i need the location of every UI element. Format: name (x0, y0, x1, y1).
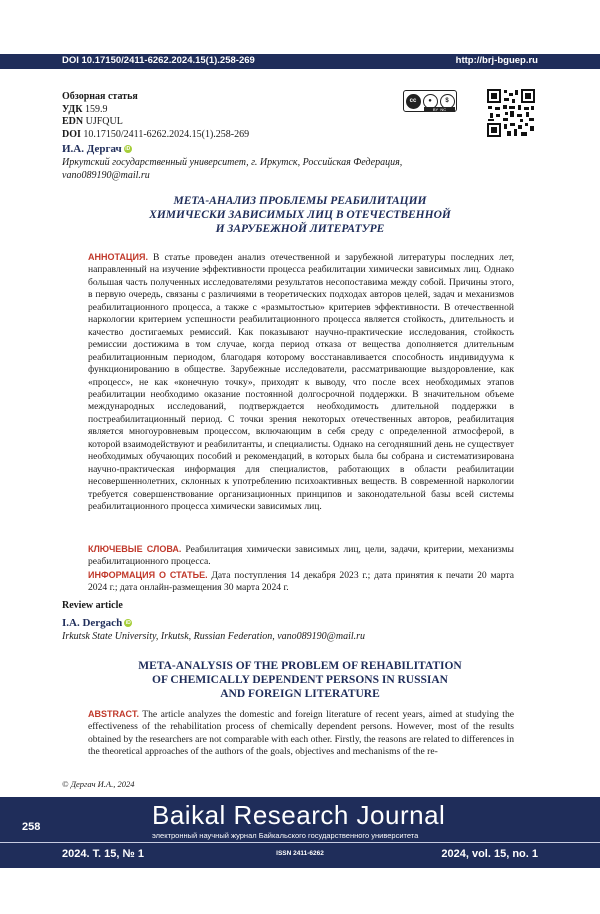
issn: ISSN 2411-6262 (276, 850, 324, 857)
abstract-ru (88, 251, 514, 514)
journal-subtitle: электронный научный журнал Байкальского государственного университета (152, 831, 419, 840)
article-type: Обзорная статья (62, 91, 138, 102)
volume-ru: 2024. Т. 15, № 1 (62, 848, 144, 860)
udk-value: 159.9 (84, 103, 108, 115)
top-bar (0, 54, 600, 69)
orcid-icon[interactable]: iD (125, 146, 131, 153)
volume-en: 2024, vol. 15, no. 1 (441, 848, 538, 860)
keywords-text: Реабилитация химически зависимых лиц, цели, задачи, критерии, механизмы реабилитационного процесса. (88, 544, 514, 568)
keywords-label: КЛЮЧЕВЫЕ СЛОВА. (88, 544, 182, 554)
edn-label: EDN (62, 116, 84, 127)
article-title-en: META-ANALYSIS OF THE PROBLEM OF REHABILITATION OF CHEMICALLY DEPENDENT PERSONS IN RUSSIAN AND FOREIGN LITERATURE (138, 660, 462, 700)
info-label: ИНФОРМАЦИЯ О СТАТЬЕ. (88, 570, 208, 580)
header-url-link[interactable]: http://brj-bguep.ru (455, 55, 538, 66)
article-meta (62, 91, 249, 141)
info-text: Дата поступления 14 декабря 2023 г.; дата принятия к печати 20 марта 2024 г.; дата онлайн-размещения 30 марта 2024 г. (88, 570, 514, 594)
edn-value: UJFQUL (85, 116, 123, 127)
keywords-ru (88, 543, 514, 569)
article-title-ru: МЕТА-АНАЛИЗ ПРОБЛЕМЫ РЕАБИЛИТАЦИИ ХИМИЧЕСКИ ЗАВИСИМЫХ ЛИЦ В ОТЕЧЕСТВЕННОЙ И ЗАРУБЕЖНОЙ ЛИТЕРАТУРЕ (149, 195, 451, 235)
author-name-en: I.A. Dergach iD (62, 617, 131, 629)
affiliation-text: Иркутский государственный университет, г. Иркутск, Российская Федерация, (62, 157, 403, 168)
doi-value: 10.17150/2411-6262.2024.15(1).258-269 (83, 128, 250, 140)
abstract-text: В статье проведен анализ отечественной и зарубежной литературы последних лет, направленный на изучение эффективности процесса реабилитации химически зависимых лиц. Однако большая часть полученных исследователями результатов несопоставима между собой. Причины этого, в первую очередь, связаны с различиями в теоретических подходах авторов целей, задач и механизмов реабилитационного процесса, а также с «размытостью» критериев эффективности. В отечественной наркологии критерием успешности реабилитационного процесса является стойкость, длительность и качество достигаемых ремиссий. Как показывают научно-практические исследования, стойкость ремиссии достижима в том случае, когда период отказа от вещества дополняется длительным реабилитационным периодом, благодаря которому восстанавливается способность индивидуума к функционированию в обществе. Зарубежные исследователи, рассматривающие выздоровление, как «процесс», не как «конечную точку», приходят к выводу, что после всех необходимых этапов реабилитации необходимо оказание постоянной долгосрочной поддержки. В значительном объеме международных исследований, подтверждается необходимость длительной поддержки в постреабилитационный период. С точки зрения некоторых отечественных авторов, реабилитация является многоуровневым процессом, включающим в себя среду с определенной атмосферой, в которой взаимодействуют и реабилитанты, и специалисты. Однако на сегодняшний день не существует необходимых обучающих пособий и рекомендаций, в которых была бы собрана и систематизирована научно-практическая информация для специалистов, работающих в области реабилитации несовершеннолетних, склонных к употреблению психоактивных веществ. В современной наркологии требуется совершенствование организационных принципов и законодательной базы всей системы реабилитационного процесса химически зависимых лиц. (88, 252, 514, 513)
cc-icon: cc (406, 94, 421, 109)
abstract-label-en: ABSTRACT. (88, 709, 139, 719)
header-doi: DOI 10.17150/2411-6262.2024.15(1).258-269 (62, 55, 255, 66)
nc-icon: $ (440, 94, 455, 109)
journal-footer (0, 797, 600, 868)
author-email[interactable]: vano089190@mail.ru (62, 169, 150, 181)
license-strip: BY NC (424, 107, 455, 112)
by-icon: ● (423, 94, 438, 109)
footer-divider (0, 842, 600, 843)
abstract-label: АННОТАЦИЯ. (88, 252, 148, 262)
journal-brand: Baikal Research Journal (152, 800, 446, 830)
qr-code-icon (487, 89, 535, 137)
doi-label: DOI (62, 128, 81, 140)
copyright-notice: © Дергач И.А., 2024 (62, 779, 135, 789)
author-name-ru: И.А. Дергач iD (62, 143, 131, 155)
abstract-text-en: The article analyzes the domestic and foreign literature of recent years, aimed at studying the effectiveness of the rehabilitation process of chemically dependent persons. However, most of the results obtained by the researchers are not comparable with each other. Firstly, the reasons are related to differences in the theoretical approaches of the authors of the goals, objectives and mechanisms of the re- (88, 709, 514, 758)
review-article-label: Review article (62, 600, 123, 611)
udk-label: УДК (62, 103, 83, 115)
article-info-ru (88, 569, 514, 595)
cc-license-badge[interactable] (403, 90, 457, 112)
abstract-en (88, 708, 514, 759)
author-affiliation-en: Irkutsk State University, Irkutsk, Russian Federation, vano089190@mail.ru (62, 631, 366, 642)
page-number: 258 (22, 821, 41, 833)
author-affiliation-ru (62, 157, 402, 182)
orcid-icon[interactable]: iD (125, 620, 131, 627)
